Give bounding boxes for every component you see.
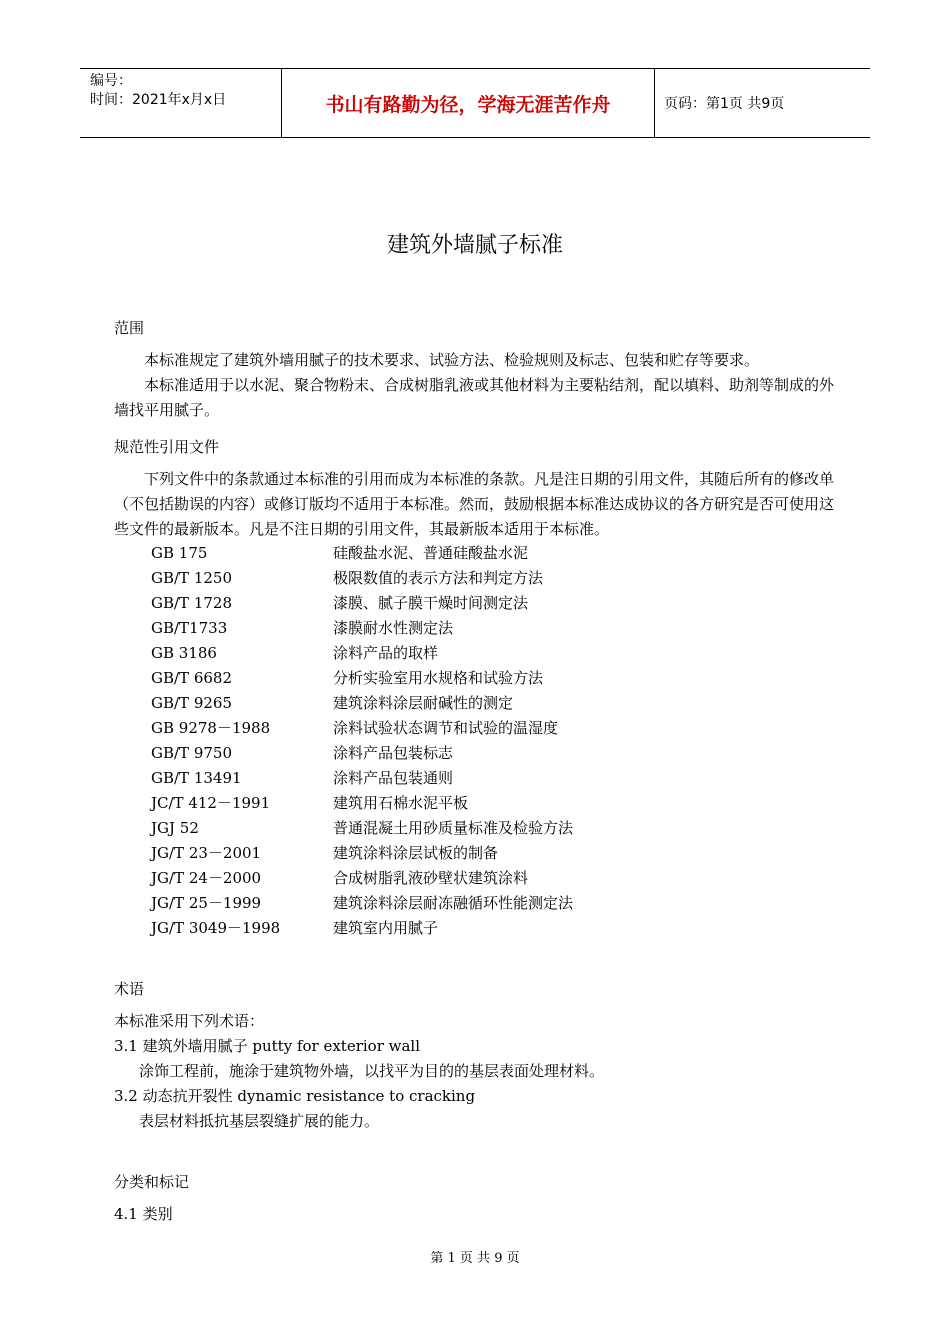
document-number-label: 编号： [90, 73, 132, 89]
reference-name: 合成树脂乳液砂壁状建筑涂料 [333, 869, 529, 887]
reference-row [151, 891, 573, 916]
reference-code: GB/T 1250 [151, 569, 233, 587]
terms-intro: 本标准采用下列术语： [114, 1012, 265, 1030]
header-page-number: 页码：第1页 共9页 [664, 96, 785, 112]
section-heading-scope: 范围 [114, 319, 145, 337]
page-header [80, 68, 870, 138]
reference-code: GB/T 9750 [151, 744, 233, 762]
reference-name: 普通混凝土用砂质量标准及检验方法 [333, 819, 574, 837]
reference-row [151, 816, 573, 841]
reference-code: JG/T 24－2000 [151, 869, 262, 887]
reference-row [151, 766, 453, 791]
reference-code: GB/T 13491 [151, 769, 242, 787]
scope-paragraph-2: 本标准适用于以水泥、聚合物粉末、合成树脂乳液或其他材料为主要粘结剂，配以填料、助剂等制成的外墙找平用腻子。 [114, 376, 835, 419]
reference-name: 建筑涂料涂层耐冻融循环性能测定法 [333, 894, 574, 912]
reference-name: 涂料试验状态调节和试验的温湿度 [333, 719, 559, 737]
header-motto: 书山有路勤为径，学海无涯苦作舟 [281, 69, 655, 137]
reference-code: GB/T1733 [151, 619, 228, 637]
reference-row [151, 641, 438, 666]
section-heading-references: 规范性引用文件 [114, 438, 220, 456]
reference-name: 涂料产品包装标志 [333, 744, 454, 762]
reference-code: JG/T 23－2001 [151, 844, 262, 862]
reference-name: 漆膜耐水性测定法 [333, 619, 454, 637]
reference-row [151, 716, 558, 741]
reference-code: GB/T 1728 [151, 594, 233, 612]
reference-row [151, 591, 528, 616]
reference-name: 建筑室内用腻子 [333, 919, 439, 937]
reference-name: 涂料产品的取样 [333, 644, 439, 662]
reference-name: 建筑涂料涂层试板的制备 [333, 844, 499, 862]
term-1-title: 3.1 建筑外墙用腻子 putty for exterior wall [114, 1037, 421, 1055]
scope-paragraph-1: 本标准规定了建筑外墙用腻子的技术要求、试验方法、检验规则及标志、包装和贮存等要求。 [144, 351, 760, 369]
document-title: 建筑外墙腻子标准 [386, 233, 563, 258]
reference-row [151, 566, 543, 591]
term-2-definition: 表层材料抵抗基层裂缝扩展的能力。 [139, 1112, 380, 1130]
reference-code: JG/T 25－1999 [151, 894, 262, 912]
reference-row [151, 866, 528, 891]
reference-code: GB/T 6682 [151, 669, 233, 687]
reference-name: 建筑用石棉水泥平板 [333, 794, 469, 812]
reference-name: 分析实验室用水规格和试验方法 [333, 669, 544, 687]
reference-name: 漆膜、腻子膜干燥时间测定法 [333, 594, 529, 612]
reference-row [151, 616, 453, 641]
page-footer: 第 1 页 共 9 页 [430, 1251, 520, 1266]
reference-code: GB 3186 [151, 644, 217, 662]
reference-code: JG/T 3049－1998 [151, 919, 281, 937]
reference-row [151, 691, 513, 716]
document-date-label: 时间：2021年x月x日 [90, 92, 227, 108]
term-2-title: 3.2 动态抗开裂性 dynamic resistance to cracking [114, 1087, 476, 1105]
reference-code: GB/T 9265 [151, 694, 233, 712]
reference-code: JGJ 52 [151, 819, 199, 837]
reference-name: 建筑涂料涂层耐碱性的测定 [333, 694, 514, 712]
reference-name: 极限数值的表示方法和判定方法 [333, 569, 544, 587]
classification-subheading: 4.1 类别 [114, 1205, 173, 1223]
section-heading-classification: 分类和标记 [114, 1173, 190, 1191]
reference-row [151, 841, 498, 866]
reference-name: 涂料产品包装通则 [333, 769, 454, 787]
reference-code: JC/T 412－1991 [151, 794, 271, 812]
header-info [80, 69, 280, 137]
references-intro: 下列文件中的条款通过本标准的引用而成为本标准的条款。凡是注日期的引用文件，其随后所有的修改单（不包括勘误的内容）或修订版均不适用于本标准。然而，鼓励根据本标准达成协议的各方研究是否可使用这些文件的最新版本。凡是不注日期的引用文件，其最新版本适用于本标准。 [114, 470, 835, 538]
reference-row [151, 916, 438, 941]
reference-name: 硅酸盐水泥、普通硅酸盐水泥 [333, 544, 529, 562]
reference-row [151, 666, 543, 691]
reference-code: GB 9278－1988 [151, 719, 271, 737]
reference-row [151, 791, 468, 816]
term-1-definition: 涂饰工程前，施涂于建筑物外墙，以找平为目的的基层表面处理材料。 [139, 1062, 605, 1080]
reference-row [151, 741, 453, 766]
section-heading-terms: 术语 [114, 980, 145, 998]
reference-code: GB 175 [151, 544, 208, 562]
reference-row [151, 541, 528, 566]
